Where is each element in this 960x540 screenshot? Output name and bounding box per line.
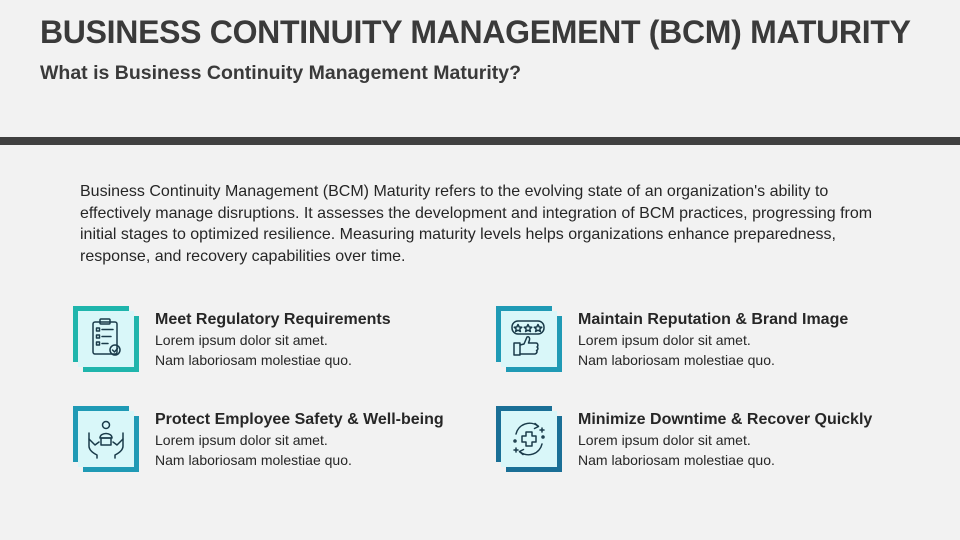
card-description-line: Nam laboriosam molestiae quo.	[155, 452, 352, 468]
card-title: Protect Employee Safety & Well-being	[155, 411, 444, 428]
page-subtitle: What is Business Continuity Management Maturity?	[40, 62, 522, 84]
card-title: Minimize Downtime & Recover Quickly	[578, 411, 873, 428]
header	[0, 0, 960, 137]
card-description-line: Nam laboriosam molestiae quo.	[578, 352, 775, 368]
feature-card-safety	[73, 406, 473, 476]
card-title: Maintain Reputation & Brand Image	[578, 311, 849, 328]
feature-card-regulatory	[73, 306, 473, 376]
card-description-line: Lorem ipsum dolor sit amet.	[155, 432, 328, 448]
hands-protect-icon	[73, 406, 139, 472]
card-title: Meet Regulatory Requirements	[155, 311, 391, 328]
header-divider	[0, 137, 960, 145]
card-description-line: Lorem ipsum dolor sit amet.	[155, 332, 328, 348]
card-description-line: Nam laboriosam molestiae quo.	[578, 452, 775, 468]
clipboard-checklist-icon	[73, 306, 139, 372]
feature-card-reputation	[496, 306, 896, 376]
card-description-line: Nam laboriosam molestiae quo.	[155, 352, 352, 368]
page-title: BUSINESS CONTINUITY MANAGEMENT (BCM) MATURITY	[40, 14, 911, 50]
card-description-line: Lorem ipsum dolor sit amet.	[578, 432, 751, 448]
recovery-cycle-icon	[496, 406, 562, 472]
intro-paragraph: Business Continuity Management (BCM) Maturity refers to the evolving state of an organization's ability to effectively manage disruptions. It assesses the development and integration of BCM practices, progressing from initial stages to optimized resilience. Measuring maturity levels helps organizations enhance preparedness, response, and recovery capabilities over time.	[80, 183, 873, 265]
thumbs-up-rating-icon	[496, 306, 562, 372]
card-description-line: Lorem ipsum dolor sit amet.	[578, 332, 751, 348]
feature-card-downtime	[496, 406, 896, 476]
